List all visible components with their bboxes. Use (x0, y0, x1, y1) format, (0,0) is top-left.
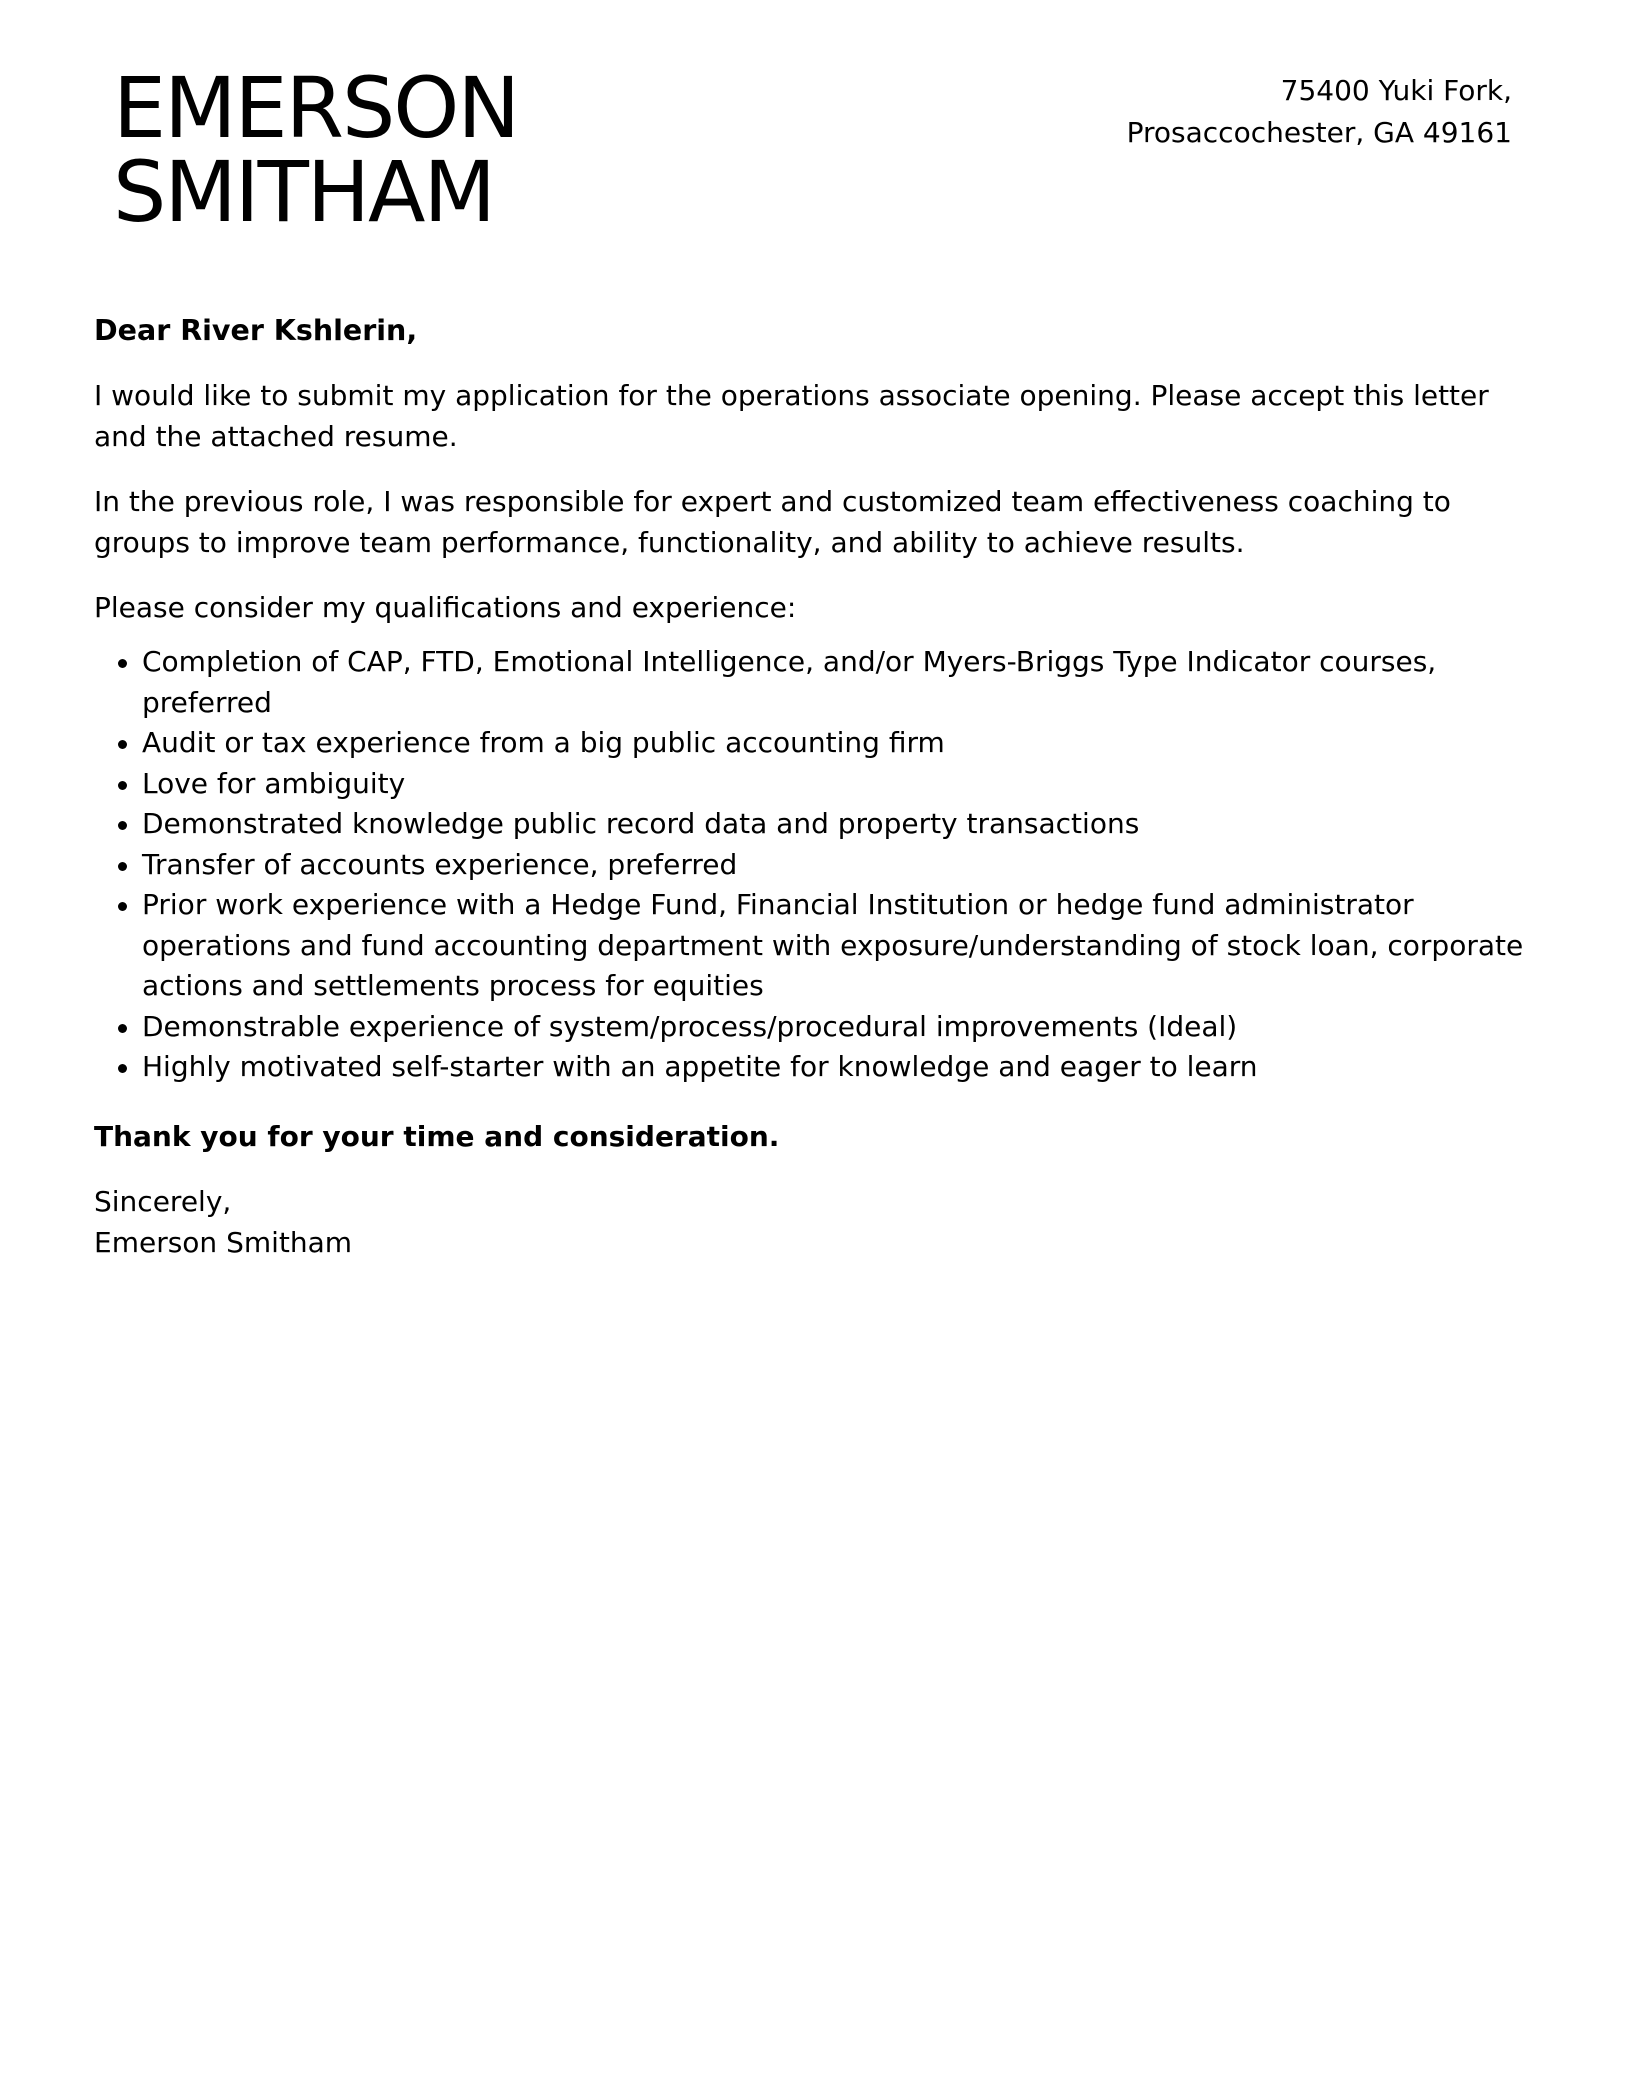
qualifications-list (94, 642, 1534, 1088)
list-item: Highly motivated self-starter with an appetite for knowledge and eager to learn (142, 1047, 1534, 1088)
list-item: Audit or tax experience from a big public accounting firm (142, 723, 1534, 764)
signature-name: Emerson Smitham (94, 1225, 353, 1259)
letter-body (94, 310, 1534, 1263)
sender-address (1127, 70, 1512, 154)
closing-line: Thank you for your time and consideration. (94, 1119, 780, 1153)
experience-paragraph: In the previous role, I was responsible for expert and customized team effectiveness coaching to groups to improve team performance, functionality, and ability to achieve results. (94, 485, 1451, 559)
list-item: Completion of CAP, FTD, Emotional Intelligence, and/or Myers-Briggs Type Indicator courses, preferred (142, 642, 1534, 723)
qualifications-intro: Please consider my qualifications and experience: (94, 591, 797, 624)
list-item: Transfer of accounts experience, preferred (142, 845, 1534, 886)
name-first: EMERSON (113, 59, 519, 157)
list-item: Love for ambiguity (142, 764, 1534, 805)
address-city: Prosaccochester, GA 49161 (1126, 116, 1512, 149)
list-item: Demonstrated knowledge public record data and property transactions (142, 804, 1534, 845)
name-last: SMITHAM (113, 143, 494, 241)
signoff: Sincerely, (94, 1184, 232, 1218)
signoff-block (94, 1181, 1534, 1263)
intro-paragraph: I would like to submit my application for the operations associate opening. Please accept this letter and the attached resume. (94, 379, 1489, 453)
applicant-name (113, 59, 673, 241)
salutation: Dear River Kshlerin, (94, 314, 418, 347)
list-item: Prior work experience with a Hedge Fund, Financial Institution or hedge fund administrator operations and fund accounting department with exposure/understanding of stock loan, corporate actions and settlements process for equities (142, 885, 1534, 1007)
list-item: Demonstrable experience of system/process/procedural improvements (Ideal) (142, 1007, 1534, 1048)
address-street: 75400 Yuki Fork, (1280, 74, 1512, 107)
